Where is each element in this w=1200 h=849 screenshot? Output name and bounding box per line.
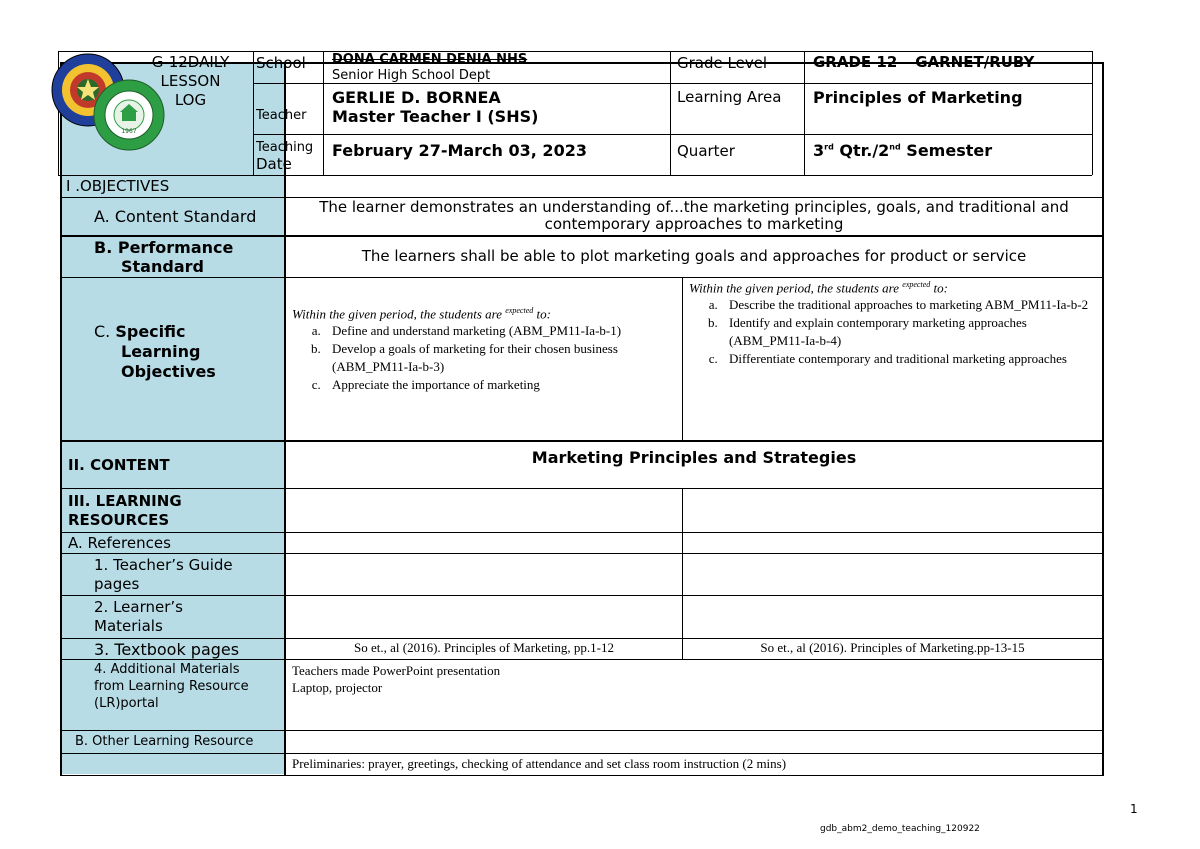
objectives-heading: I .OBJECTIVES — [66, 177, 170, 195]
content-value: Marketing Principles and Strategies — [531, 448, 857, 467]
teaching-date-label: Teaching Date — [256, 140, 314, 173]
learning-resources-label: III. LEARNING RESOURCES — [68, 492, 182, 529]
learning-area-value: Principles of Marketing — [813, 88, 1023, 107]
additional-materials-value: Teachers made PowerPoint presentation Laptop, projector — [292, 663, 501, 695]
learners-materials-label: 2. Learner’s Materials — [94, 598, 183, 635]
dll-title: G-12DAILY LESSON LOG — [151, 53, 230, 109]
references-label: A. References — [68, 534, 171, 552]
list-item: b. Identify and explain contemporary marketing approaches (ABM_PM11-Ia-b-4) — [721, 314, 1089, 350]
textbook-pages-label: 3. Textbook pages — [94, 640, 240, 659]
list-item: a. Describe the traditional approaches to marketing ABM_PM11-Ia-b-2 — [721, 296, 1089, 314]
additional-materials-label: 4. Additional Materials from Learning Resource (LR)portal — [94, 662, 249, 711]
grade-level-value: GRADE 12 – GARNET/RUBY — [813, 53, 1035, 71]
specific-objectives-label: C. Specific Learning Objectives — [94, 322, 216, 381]
list-item: c. Differentiate contemporary and traditional marketing approaches — [721, 350, 1089, 368]
preliminaries-text: Preliminaries: prayer, greetings, checking of attendance and set class room instruction (2 mins) — [292, 756, 787, 771]
list-item: c. Appreciate the importance of marketing — [324, 376, 672, 394]
teaching-date-value: February 27-March 03, 2023 — [332, 141, 587, 160]
textbook-left-value: So et., al (2016). Principles of Marketing, pp.1-12 — [354, 640, 614, 655]
textbook-right-value: So et., al (2016). Principles of Marketing.pp-13-15 — [760, 640, 1025, 655]
school-label: School — [256, 54, 306, 72]
other-resource-label: B. Other Learning Resource — [75, 734, 254, 749]
objectives-left-column — [292, 306, 672, 394]
performance-standard-label: B. Performance Standard — [94, 238, 234, 276]
file-name: gdb_abm2_demo_teaching_120922 — [820, 824, 980, 834]
objectives-list-right — [689, 296, 1089, 368]
school-value: DONA CARMEN DENIA NHS — [332, 52, 528, 67]
list-item: b. Develop a goals of marketing for their chosen business (ABM_PM11-Ia-b-3) — [324, 340, 672, 376]
school-sub: Senior High School Dept — [332, 68, 491, 83]
content-standard-text: The learner demonstrates an understanding of...the marketing principles, goals, and traditional and contemporary approaches to marketing — [319, 198, 1069, 233]
grade-level-label: Grade Level — [677, 54, 768, 72]
learning-area-label: Learning Area — [677, 88, 782, 106]
page-number: 1 — [1130, 802, 1138, 816]
quarter-label: Quarter — [677, 142, 735, 160]
objectives-intro-left: Within the given period, the students are $^{expected}$ to: — [292, 306, 551, 322]
school-seal-year: 1967 — [121, 128, 137, 135]
teachers-guide-label: 1. Teacher’s Guide pages — [94, 556, 233, 593]
objectives-right-column — [689, 280, 1089, 368]
teacher-title: Master Teacher I (SHS) — [332, 107, 539, 126]
content-standard-label: A. Content Standard — [94, 207, 257, 226]
objectives-intro-right: Within the given period, the students are $^{expected}$ to: — [689, 280, 948, 296]
quarter-value: 3rd Qtr./2nd Semester — [813, 141, 993, 160]
objectives-list-left — [292, 322, 672, 394]
list-item: a. Define and understand marketing (ABM_PM11-Ia-b-1) — [324, 322, 672, 340]
performance-standard-text: The learners shall be able to plot marketing goals and approaches for product or service — [361, 247, 1027, 265]
content-label: II. CONTENT — [68, 456, 170, 474]
teacher-name: GERLIE D. BORNEA — [332, 88, 501, 107]
teacher-label: Teacher — [256, 108, 307, 123]
